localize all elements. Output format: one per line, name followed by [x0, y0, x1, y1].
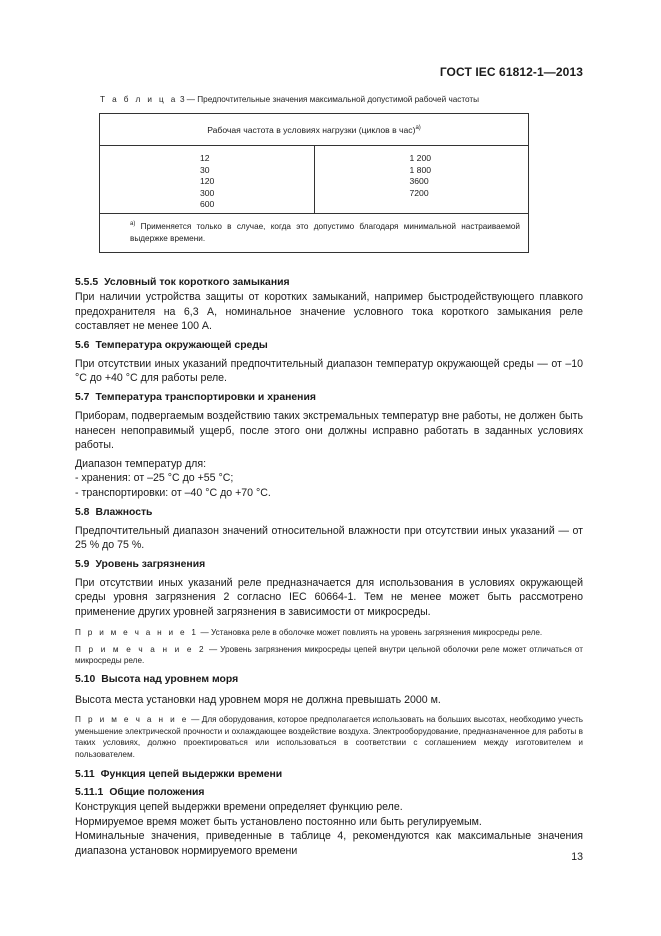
section-title: Общие положения — [109, 786, 205, 798]
section-title: Условный ток короткого замыкания — [104, 277, 290, 288]
table-right-column — [314, 146, 529, 214]
section-heading — [75, 276, 583, 290]
section-number: 5.10 — [75, 673, 96, 685]
paragraph: При наличии устройства защиты от коротких замыканий, например быстродействующего плавкого предохранителя на 6,3 А, номинальное значение условного тока короткого замыкания реле составляет не менее 100 А. — [75, 291, 583, 333]
table-left-column — [100, 146, 315, 214]
table-footnote-mark: a) — [130, 220, 136, 227]
standard-header: ГОСТ IEC 61812-1—2013 — [439, 65, 583, 79]
note-text: — Установка реле в оболочке может повлиять на уровень загрязнения микросреды реле. — [200, 627, 543, 637]
section-heading — [75, 768, 583, 782]
section-title: Уровень загрязнения — [95, 558, 206, 570]
note-label: П р и м е ч а н и е 2 — [75, 644, 206, 654]
paragraph: Приборам, подвергаемым воздействию таких экстремальных температур вне работы, не должен быть нанесен непоправимый ущерб, после этого они должны исправно работать в заданных условиях работы. — [75, 409, 583, 452]
document-body — [75, 276, 583, 858]
paragraph: Конструкция цепей выдержки времени определяет функцию реле. — [75, 800, 403, 813]
section-number: 5.7 — [75, 391, 90, 403]
table-header-footnote-mark: a) — [415, 124, 421, 131]
section-title: Температура транспортировки и хранения — [95, 391, 316, 403]
paragraph: Предпочтительный диапазон значений относительной влажности при отсутствии иных указаний — от 25 % до 75 %. — [75, 524, 583, 552]
section-title: Влажность — [95, 506, 153, 518]
table-footnote — [100, 214, 529, 253]
section-number: 5.11.1 — [75, 786, 104, 798]
paragraph: Диапазон температур для: — [75, 457, 207, 470]
table-cell: 7200 — [409, 187, 429, 198]
paragraph: Высота места установки над уровнем моря не должна превышать 2000 м. — [75, 693, 441, 706]
section-heading — [75, 786, 583, 800]
section-heading — [75, 673, 583, 687]
note — [75, 714, 583, 760]
section-number: 5.6 — [75, 339, 90, 351]
section-title: Функция цепей выдержки времени — [100, 768, 283, 780]
section-heading — [75, 506, 583, 520]
table-caption — [100, 95, 479, 104]
paragraph: Номинальные значения, приведенные в таблице 4, рекомендуются как максимальные значения диапазона установок нормируемого времени — [75, 830, 583, 857]
section-number: 5.9 — [75, 558, 90, 570]
table-cell: 300 — [200, 187, 215, 198]
section-number: 5.11 — [75, 768, 95, 780]
table-cell: 3600 — [409, 176, 429, 187]
paragraph: При отсутствии иных указаний предпочтительный диапазон температур окружающей среды — от –10 °С до +40 °С для работы реле. — [75, 357, 583, 385]
list-item: - транспортировки: от –40 °С до +70 °С. — [75, 486, 271, 499]
section-heading — [75, 391, 583, 405]
note-label: П р и м е ч а н и е — [75, 715, 189, 725]
paragraph: При отсутствии иных указаний реле предназначается для использования в условиях окружающей среды уровня загрязнения 2 согласно IEC 60664-1. Тем не менее может быть рассмотрено применение других уровней загрязнения в зависимости от микросреды. — [75, 576, 583, 618]
paragraph: Нормируемое время может быть установлено постоянно или быть регулируемым. — [75, 815, 482, 828]
page-number: 13 — [571, 851, 583, 863]
note — [75, 644, 583, 667]
section-heading — [75, 558, 583, 572]
table-column-header-text: Рабочая частота в условиях нагрузки (циклов в час) — [207, 124, 416, 135]
table-cell: 1 800 — [409, 164, 432, 175]
frequency-table — [99, 113, 529, 253]
table-cell: 30 — [200, 164, 210, 175]
table-cell: 1 200 — [409, 153, 432, 163]
section-title: Температура окружающей среды — [95, 339, 268, 351]
note-text: — Уровень загрязнения микросреды цепей внутри цельной оболочки реле может отличаться от микросреды реле. — [75, 644, 583, 666]
section-number: 5.5.5 — [75, 277, 99, 288]
section-title: Высота над уровнем моря — [101, 673, 239, 685]
list-item: - хранения: от –25 °С до +55 °С; — [75, 472, 234, 485]
note — [75, 627, 583, 638]
note-label: П р и м е ч а н и е 1 — [75, 627, 199, 637]
note-text: — Для оборудования, которое предполагается использовать на больших высотах, необходимо учесть уменьшение электрической прочности и охлаждающее воздействие воздуха. Электрооборудование, предназначенное для работы в таких условиях, должно проектироваться или использоваться в соответствии с соглашением между изготовителем и пользователем. — [75, 715, 583, 759]
table-cell: 12 — [200, 153, 210, 163]
table-footnote-text: Применяется только в случае, когда это допустимо благодаря минимальной настраиваемой выдержке времени. — [130, 221, 520, 243]
table-cell: 600 — [200, 199, 215, 210]
table-cell: 120 — [200, 176, 215, 187]
section-heading — [75, 339, 583, 353]
table-column-header — [100, 114, 529, 146]
section-number: 5.8 — [75, 506, 90, 518]
table-caption-text: 3 — Предпочтительные значения максимальной допустимой рабочей частоты — [179, 95, 480, 104]
table-caption-label: Т а б л и ц а — [100, 95, 178, 104]
